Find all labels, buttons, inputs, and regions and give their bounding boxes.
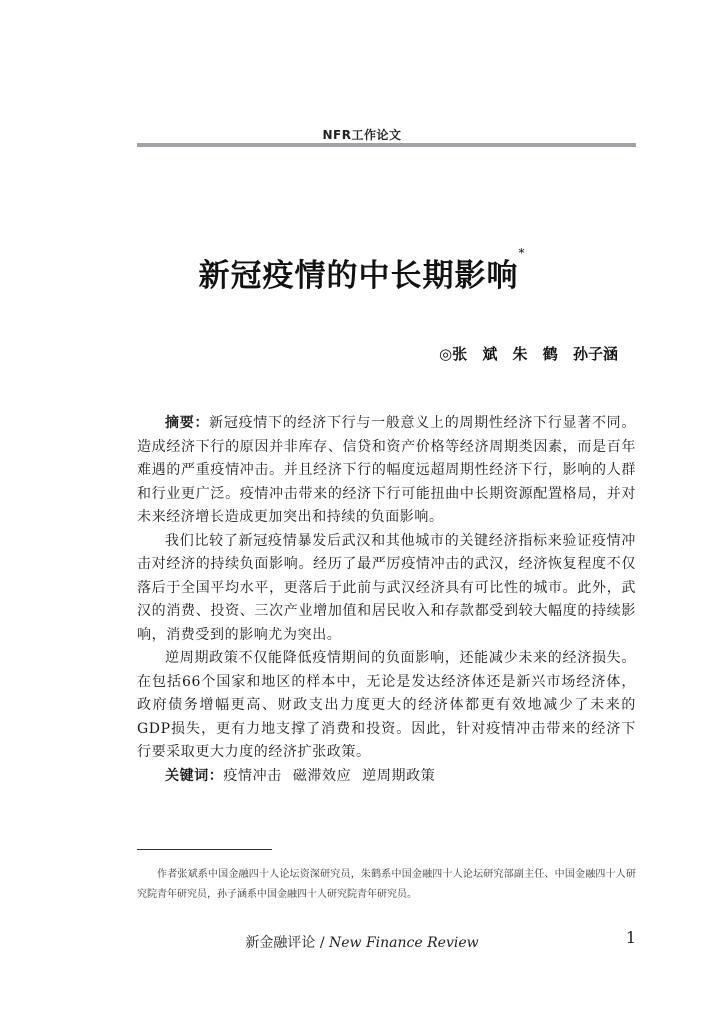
abstract-paragraph-2: 我们比较了新冠疫情暴发后武汉和其他城市的关键经济指标来验证疫情冲击对经济的持续负面影响。经历了最严厉疫情冲击的武汉，经济恢复程度不仅落后于全国平均水平，更落后于此前与武汉经济具有可比性的城市。此外，武汉的消费、投资、三次产业增加值和居民收入和存款都受到较大幅度的持续影响，消费受到的影响尤为突出。 — [137, 532, 636, 643]
keywords-text: 疫情冲击 磁滞效应 逆周期政策 — [223, 767, 436, 784]
keywords-line — [137, 765, 636, 789]
abstract-section — [137, 412, 636, 788]
journal-separator: / — [315, 935, 329, 951]
paper-title — [0, 246, 724, 295]
journal-name-cn: 新金融评论 — [245, 935, 316, 951]
abstract-paragraph-1 — [137, 412, 636, 530]
abstract-paragraph-1-text: 新冠疫情下的经济下行与一般意义上的周期性经济下行显著不同。造成经济下行的原因并非库存、信贷和资产价格等经济周期类因素，而是百年难遇的严重疫情冲击。并且经济下行的幅度远超周期性经济下行，影响的人群和行业更广泛。疫情冲击带来的经济下行可能扭曲中长期资源配置格局，并对未来经济增长造成更加突出和持续的负面影响。 — [137, 415, 636, 525]
abstract-label: 摘要： — [165, 415, 210, 431]
author-footnote: 作者张斌系中国金融四十人论坛资深研究员，朱鹤系中国金融四十人论坛研究部副主任、中国金融四十人研究院青年研究员，孙子涵系中国金融四十人研究院青年研究员。 — [137, 869, 636, 900]
header-rule — [137, 143, 636, 147]
journal-name-en: New Finance Review — [329, 935, 479, 951]
paper-title-text: 新冠疫情的中长期影响 — [198, 258, 519, 294]
page-number: 1 — [625, 928, 636, 947]
footnote-rule — [137, 849, 272, 850]
keywords-label: 关键词： — [165, 767, 224, 784]
title-footnote-mark: * — [518, 246, 526, 260]
running-header: NFR工作论文 — [322, 128, 402, 142]
abstract-paragraph-3: 逆周期政策不仅能降低疫情期间的负面影响，还能减少未来的经济损失。在包括66个国家和地区的样本中，无论是发达经济体还是新兴市场经济体，政府债务增幅更高、财政支出力度更大的经济体都更有效地减少了未来的GDP损失，更有力地支撑了消费和投资。因此，针对疫情冲击带来的经济下行要采取更大力度的经济扩张政策。 — [137, 650, 636, 760]
journal-footer — [0, 932, 724, 952]
author-line: ◎张 斌 朱 鹤 孙子涵 — [439, 345, 618, 363]
